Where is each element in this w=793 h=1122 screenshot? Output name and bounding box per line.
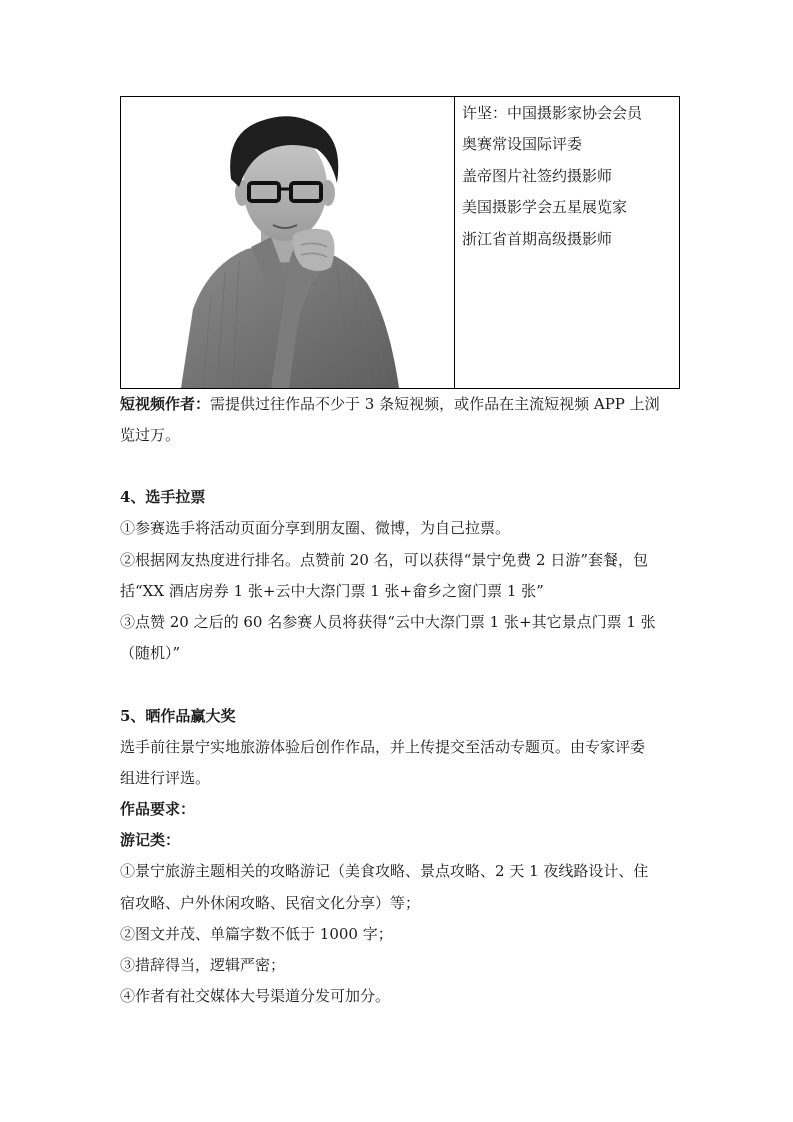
short-video-requirement — [120, 393, 660, 415]
section-4-heading: 4、选手拉票 — [120, 488, 206, 506]
credential-line: 盖帝图片社签约摄影师 — [462, 167, 613, 185]
credential-line: 许坚：中国摄影家协会会员 — [462, 104, 643, 122]
section-4-line: ③点赞 20 之后的 60 名参赛人员将获得“云中大漈门票 1 张+其它景点门票 1 张 — [120, 613, 656, 631]
short-video-text: 需提供过往作品不少于 3 条短视频，或作品在主流短视频 APP 上浏 — [210, 395, 660, 413]
travelogue-requirement: 宿攻略、户外休闲攻略、民宿文化分享）等； — [120, 894, 421, 912]
section-4-line: ②根据网友热度进行排名。点赞前 20 名，可以获得“景宁免费 2 日游”套餐，包 — [120, 551, 649, 569]
section-5-line: 选手前往景宁实地旅游体验后创作作品，并上传提交至活动专题页。由专家评委 — [120, 738, 646, 756]
section-5-heading: 5、晒作品赢大奖 — [120, 707, 236, 725]
credential-line: 美国摄影学会五星展览家 — [462, 198, 628, 216]
section-4-line: 括“XX 酒店房券 1 张+云中大漈门票 1 张+畲乡之窗门票 1 张” — [120, 582, 544, 600]
travelogue-requirement: ①景宁旅游主题相关的攻略游记（美食攻略、景点攻略、2 天 1 夜线路设计、住 — [120, 862, 649, 880]
short-video-label: 短视频作者： — [120, 395, 211, 413]
profile-credentials — [455, 97, 679, 388]
travelogue-heading: 游记类： — [120, 831, 181, 849]
section-5-line: 组进行评选。 — [120, 769, 211, 787]
travelogue-requirement: ④作者有社交媒体大号渠道分发可加分。 — [120, 987, 391, 1005]
credential-line: 浙江省首期高级摄影师 — [462, 230, 613, 248]
section-4-line: （随机）” — [120, 644, 181, 662]
credential-line: 奥赛常设国际评委 — [462, 135, 583, 153]
requirements-heading: 作品要求： — [120, 800, 196, 818]
travelogue-requirement: ③措辞得当，逻辑严密； — [120, 956, 286, 974]
profile-table — [120, 96, 680, 389]
profile-photo — [121, 97, 455, 388]
short-video-text-continued: 览过万。 — [120, 426, 181, 444]
section-4-line: ①参赛选手将活动页面分享到朋友圈、微博，为自己拉票。 — [120, 519, 511, 537]
portrait-image — [121, 97, 454, 388]
travelogue-requirement: ②图文并茂、单篇字数不低于 1000 字； — [120, 925, 393, 943]
